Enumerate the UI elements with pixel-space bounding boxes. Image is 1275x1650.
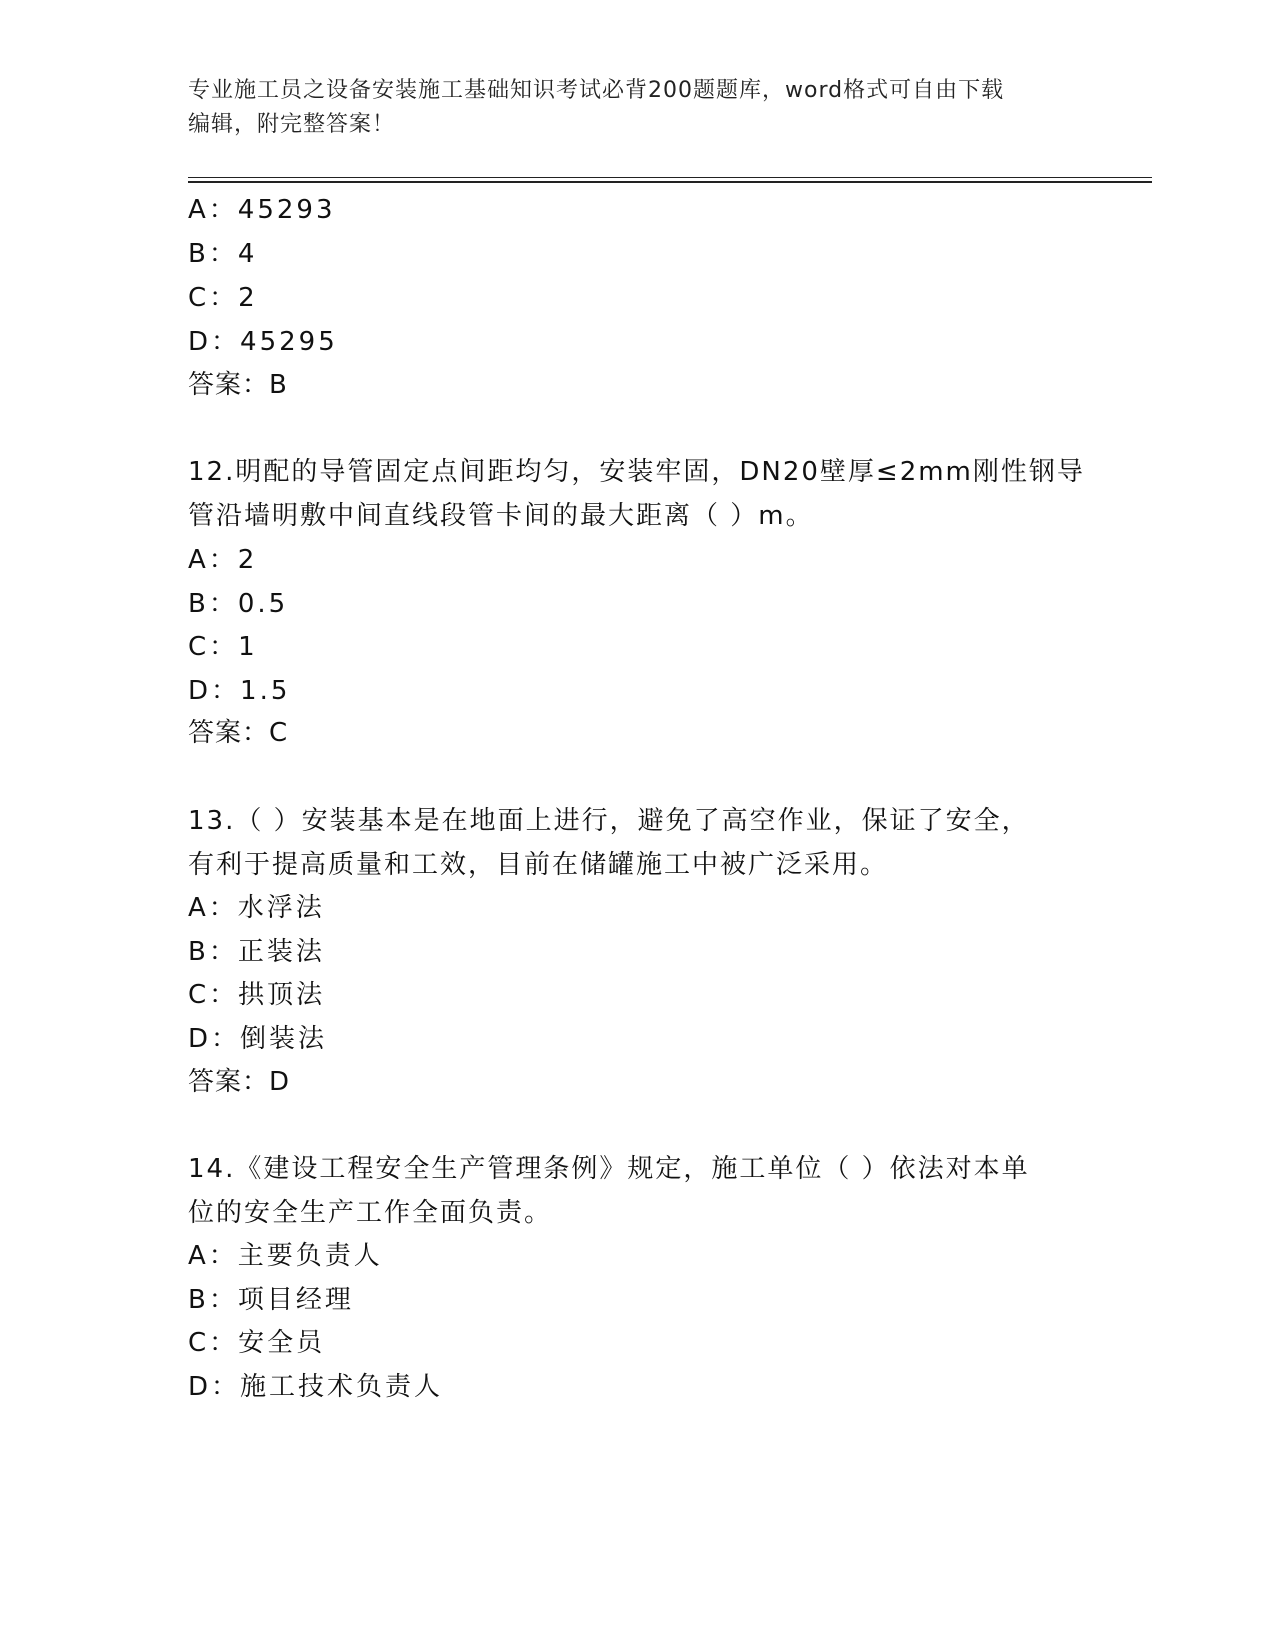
q11-option-d: D：45295 (188, 327, 338, 357)
q11-option-a: A：45293 (188, 195, 336, 225)
q14-option-a: A：主要负责人 (188, 1241, 383, 1271)
q12-option-d: D：1.5 (188, 676, 291, 706)
q12-option-c: C：1 (188, 632, 258, 662)
q13-stem-line-1: 13.（ ）安装基本是在地面上进行，避免了高空作业，保证了安全， (188, 806, 1030, 836)
q13-option-c: C：拱顶法 (188, 980, 326, 1010)
q12-answer: 答案：C (188, 718, 289, 748)
q13-answer: 答案：D (188, 1067, 291, 1097)
q14-option-c: C：安全员 (188, 1328, 326, 1358)
q11-answer: 答案：B (188, 370, 288, 400)
q14-stem-line-2: 位的安全生产工作全面负责。 (188, 1198, 553, 1228)
q12-stem-line-1: 12.明配的导管固定点间距均匀，安装牢固，DN20壁厚≤2mm刚性钢导 (188, 457, 1085, 487)
q11-option-c: C：2 (188, 283, 258, 313)
q11-option-b: B：4 (188, 239, 258, 269)
q14-stem-line-1: 14.《建设工程安全生产管理条例》规定，施工单位（ ）依法对本单 (188, 1154, 1030, 1184)
header-line-1: 专业施工员之设备安装施工基础知识考试必背200题题库，word格式可自由下载 (188, 78, 1005, 103)
header-divider-thin (188, 177, 1152, 178)
header-line-2: 编辑，附完整答案！ (188, 112, 396, 137)
q14-option-d: D：施工技术负责人 (188, 1372, 444, 1402)
q14-option-b: B：项目经理 (188, 1285, 354, 1315)
q13-option-b: B：正装法 (188, 937, 325, 967)
header-divider-thick (188, 181, 1152, 183)
q13-option-d: D：倒装法 (188, 1024, 328, 1054)
q12-option-a: A：2 (188, 545, 258, 575)
q12-stem-line-2: 管沿墙明敷中间直线段管卡间的最大距离（ ）m。 (188, 501, 814, 531)
q12-option-b: B：0.5 (188, 589, 289, 619)
document-header (188, 74, 1088, 142)
q13-option-a: A：水浮法 (188, 893, 325, 923)
q13-stem-line-2: 有利于提高质量和工效，目前在储罐施工中被广泛采用。 (188, 850, 889, 880)
